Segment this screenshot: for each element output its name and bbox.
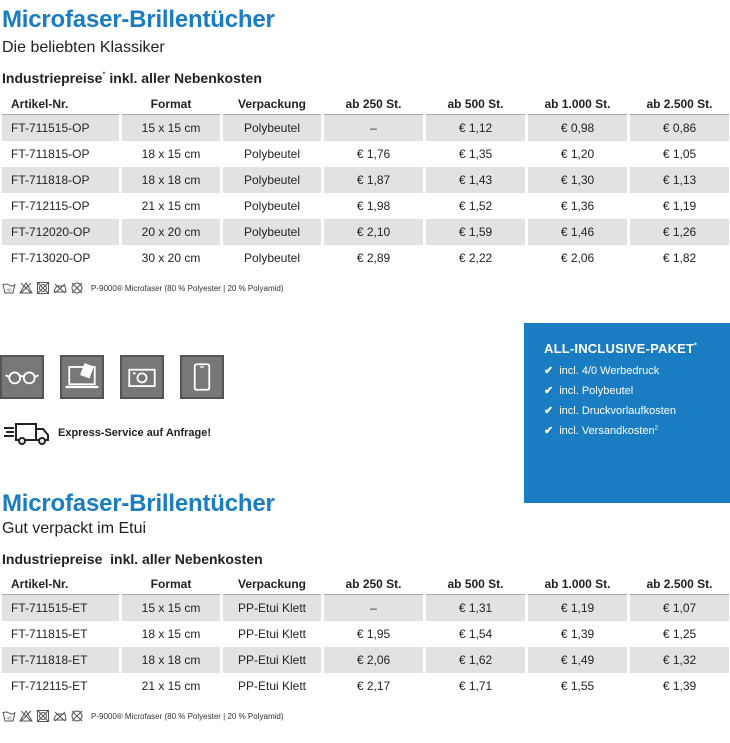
care-symbols — [2, 282, 84, 294]
table-cell: € 1,05 — [662, 147, 697, 161]
material-text: P-9000® Microfaser (80 % Polyester | 20 % Polyamid) — [91, 711, 284, 721]
heading-main: Industriepreise — [2, 70, 103, 86]
package-item — [544, 384, 730, 397]
col-header: ab 250 St. — [345, 97, 402, 111]
table-cell: 21 x 15 cm — [141, 679, 201, 693]
laptop-icon — [60, 355, 104, 399]
table-cell: € 2,10 — [324, 219, 423, 245]
section1-heading — [2, 70, 262, 86]
table-cell: Polybeutel — [243, 147, 301, 161]
section1-title: Microfaser-Brillentücher — [2, 6, 275, 33]
package-title-sup: * — [694, 342, 698, 350]
table-cell: € 1,62 — [426, 647, 525, 673]
table-row — [2, 594, 729, 621]
table-row — [2, 167, 729, 193]
table-cell: € 1,39 — [662, 679, 697, 693]
section1-subtitle: Die beliebten Klassiker — [2, 39, 165, 56]
table-cell: € 0,98 — [528, 114, 627, 141]
section2-subtitle: Gut verpackt im Etui — [2, 520, 147, 537]
table-cell: PP-Etui Klett — [237, 679, 307, 693]
col-header: ab 500 St. — [447, 577, 504, 591]
table-cell: € 1,19 — [528, 594, 627, 621]
table-cell: € 1,32 — [630, 647, 729, 673]
table-cell: € 1,49 — [528, 647, 627, 673]
heading-rest: inkl. aller Nebenkosten — [105, 70, 262, 86]
col-header: ab 2.500 St. — [646, 577, 713, 591]
glasses-icon — [0, 355, 44, 399]
no-tumble-dry-icon — [36, 282, 50, 294]
camera-icon — [120, 355, 164, 399]
table-row — [2, 114, 729, 141]
checkmark-icon: ✔ — [544, 365, 554, 377]
delivery-truck-icon — [2, 420, 50, 446]
package-item — [544, 404, 730, 417]
table-cell: € 2,06 — [560, 251, 595, 265]
table-header-row — [2, 94, 729, 114]
material-info-1 — [2, 282, 284, 294]
package-item-text: incl. 4/0 Werbedruck — [559, 364, 660, 377]
table-cell: € 2,89 — [356, 251, 391, 265]
smartphone-icon — [180, 355, 224, 399]
table-row — [2, 141, 729, 167]
material-text: P-9000® Microfaser (80 % Polyester | 20 % Polyamid) — [91, 283, 284, 293]
table-cell: 15 x 15 cm — [122, 114, 220, 141]
table-row — [2, 621, 729, 647]
table-cell: € 0,86 — [630, 114, 729, 141]
material-info-2 — [2, 710, 284, 722]
table-cell: € 1,54 — [458, 627, 493, 641]
col-header: Artikel-Nr. — [11, 577, 69, 591]
table-cell: PP-Etui Klett — [223, 647, 321, 673]
table-row — [2, 647, 729, 673]
price-table-1 — [0, 94, 730, 271]
svg-text:40: 40 — [6, 715, 12, 721]
table-cell: Polybeutel — [223, 114, 321, 141]
table-cell: € 1,55 — [560, 679, 595, 693]
table-cell: € 1,76 — [356, 147, 391, 161]
table-cell: Polybeutel — [243, 251, 301, 265]
table-cell: – — [324, 594, 423, 621]
table-cell: € 1,25 — [662, 627, 697, 641]
no-dry-clean-icon — [70, 710, 84, 722]
package-item — [544, 424, 730, 437]
care-symbols — [2, 710, 84, 722]
table-cell: FT-711818-ET — [2, 647, 119, 673]
col-header: Verpackung — [237, 577, 307, 591]
price-table-2 — [0, 574, 730, 699]
table-cell: € 2,17 — [356, 679, 391, 693]
table-cell: € 1,39 — [560, 627, 595, 641]
col-header: ab 1.000 St. — [544, 97, 611, 111]
table-cell: € 1,20 — [560, 147, 595, 161]
table-cell: FT-712115-ET — [11, 679, 88, 693]
table-cell: € 1,31 — [426, 594, 525, 621]
table-cell: 18 x 15 cm — [141, 147, 201, 161]
table-cell: € 1,07 — [630, 594, 729, 621]
package-item-sup: 2 — [654, 424, 658, 431]
package-title — [544, 341, 730, 356]
heading-rest: inkl. aller Nebenkosten — [102, 551, 263, 567]
table-cell: 20 x 20 cm — [122, 219, 220, 245]
table-cell: 18 x 18 cm — [122, 647, 220, 673]
table-cell: € 2,22 — [458, 251, 493, 265]
table-cell: € 1,95 — [356, 627, 391, 641]
checkmark-icon: ✔ — [544, 405, 554, 417]
table-cell: – — [324, 114, 423, 141]
table-cell: PP-Etui Klett — [223, 594, 321, 621]
no-iron-icon — [53, 710, 67, 722]
table-cell: PP-Etui Klett — [237, 627, 307, 641]
table-cell: 18 x 18 cm — [122, 167, 220, 193]
table-cell: € 1,12 — [426, 114, 525, 141]
wash-40-icon — [2, 710, 16, 722]
table-cell: 21 x 15 cm — [141, 199, 201, 213]
table-cell: € 1,52 — [458, 199, 493, 213]
package-title-text: ALL-INCLUSIVE-PAKET — [544, 341, 695, 356]
col-header: ab 250 St. — [345, 577, 402, 591]
table-body — [2, 594, 729, 699]
table-cell: 18 x 15 cm — [141, 627, 201, 641]
package-item — [544, 364, 730, 377]
table-row — [2, 193, 729, 219]
package-item-text: incl. Polybeutel — [559, 384, 634, 397]
table-cell: € 1,26 — [630, 219, 729, 245]
table-cell: FT-712020-OP — [2, 219, 119, 245]
checkmark-icon: ✔ — [544, 385, 554, 397]
table-cell: € 1,98 — [356, 199, 391, 213]
no-bleach-icon — [19, 282, 33, 294]
no-tumble-dry-icon — [36, 710, 50, 722]
package-item-text: incl. Druckvorlaufkosten — [559, 404, 676, 417]
table-cell: € 1,82 — [662, 251, 697, 265]
table-cell: € 1,13 — [630, 167, 729, 193]
table-cell: FT-713020-OP — [11, 251, 91, 265]
col-header: Artikel-Nr. — [11, 97, 69, 111]
table-body — [2, 114, 729, 271]
table-cell: € 1,35 — [458, 147, 493, 161]
table-cell: FT-711815-OP — [11, 147, 90, 161]
col-header: Format — [150, 97, 192, 111]
checkmark-icon: ✔ — [544, 425, 554, 437]
heading-sup: * — [102, 70, 106, 80]
table-cell: Polybeutel — [223, 167, 321, 193]
wash-40-icon — [2, 282, 16, 294]
section2-heading — [2, 551, 263, 567]
no-iron-icon — [53, 282, 67, 294]
table-cell: € 1,36 — [560, 199, 595, 213]
table-cell: € 1,43 — [426, 167, 525, 193]
package-item-text: incl. Versandkosten — [559, 424, 655, 437]
col-header: Verpackung — [237, 97, 307, 111]
table-cell: € 1,46 — [528, 219, 627, 245]
table-row — [2, 245, 729, 271]
table-cell: FT-711515-ET — [2, 594, 119, 621]
table-cell: 15 x 15 cm — [122, 594, 220, 621]
table-cell: FT-711818-OP — [2, 167, 119, 193]
table-row — [2, 219, 729, 245]
table-cell: FT-711815-ET — [11, 627, 88, 641]
table-cell: € 2,06 — [324, 647, 423, 673]
no-bleach-icon — [19, 710, 33, 722]
table-cell: Polybeutel — [223, 219, 321, 245]
all-inclusive-package — [524, 323, 730, 503]
col-header: ab 1.000 St. — [544, 577, 611, 591]
section2-title: Microfaser-Brillentücher — [2, 490, 275, 517]
col-header: Format — [150, 577, 192, 591]
table-cell: € 1,30 — [528, 167, 627, 193]
table-cell: 30 x 20 cm — [141, 251, 201, 265]
table-cell: Polybeutel — [243, 199, 301, 213]
table-cell: € 1,71 — [458, 679, 493, 693]
table-cell: FT-712115-OP — [11, 199, 90, 213]
express-text: Express-Service auf Anfrage! — [58, 427, 212, 439]
table-cell: € 1,87 — [324, 167, 423, 193]
table-cell: € 1,59 — [426, 219, 525, 245]
svg-text:40: 40 — [6, 287, 12, 293]
no-dry-clean-icon — [70, 282, 84, 294]
col-header: ab 2.500 St. — [646, 97, 713, 111]
table-cell: FT-711515-OP — [2, 114, 119, 141]
table-header-row — [2, 574, 729, 594]
col-header: ab 500 St. — [447, 97, 504, 111]
table-cell: € 1,19 — [662, 199, 697, 213]
express-service — [2, 420, 211, 446]
table-row — [2, 673, 729, 699]
heading-main: Industriepreise — [2, 551, 103, 567]
